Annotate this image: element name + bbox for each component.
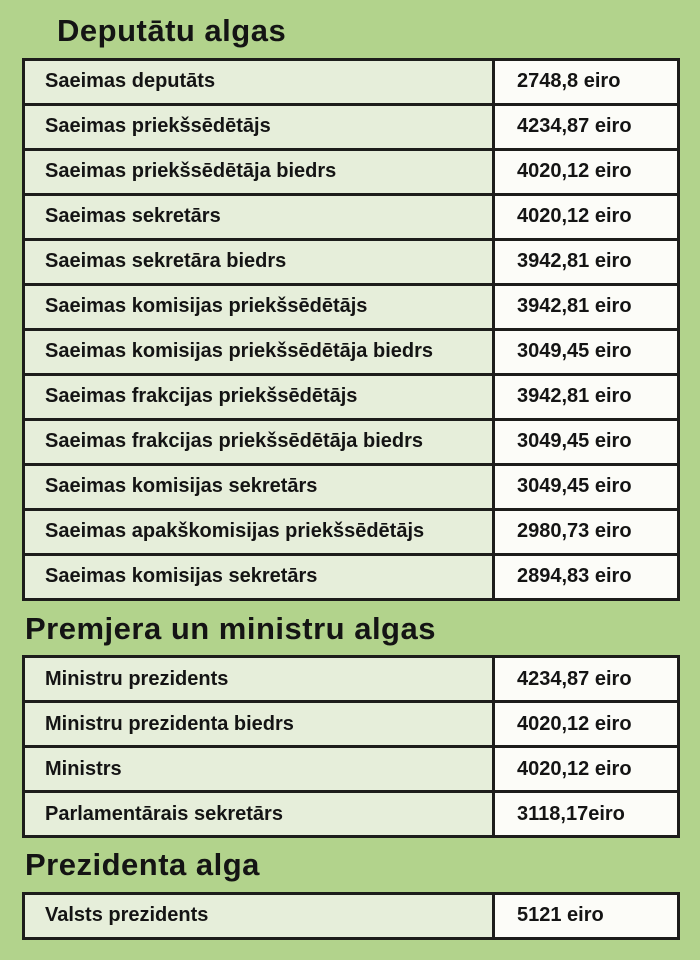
row-value: 4020,12 eiro xyxy=(492,196,677,238)
row-value: 4020,12 eiro xyxy=(492,151,677,193)
row-label: Ministru prezidenta biedrs xyxy=(25,703,492,745)
row-label: Ministrs xyxy=(25,748,492,790)
salary-table-deputati xyxy=(22,58,680,601)
section-deputatu-algas xyxy=(0,13,700,601)
row-value: 3049,45 eiro xyxy=(492,331,677,373)
row-value: 4234,87 eiro xyxy=(492,106,677,148)
section-title-premjera-ministru-algas: Premjera un ministru algas xyxy=(25,610,436,646)
row-label: Saeimas sekretārs xyxy=(25,196,492,238)
row-value: 5121 eiro xyxy=(492,895,677,937)
table-row xyxy=(25,283,677,328)
row-value: 3049,45 eiro xyxy=(492,421,677,463)
row-label: Saeimas priekšsēdētāja biedrs xyxy=(25,151,492,193)
section-premjera-ministru-algas xyxy=(0,611,700,839)
row-label: Saeimas komisijas sekretārs xyxy=(25,466,492,508)
salary-table-ministri xyxy=(22,655,680,838)
table-row xyxy=(25,658,677,700)
table-row xyxy=(25,553,677,598)
row-label: Saeimas komisijas sekretārs xyxy=(25,556,492,598)
row-value: 2894,83 eiro xyxy=(492,556,677,598)
row-value: 3942,81 eiro xyxy=(492,241,677,283)
row-label: Saeimas frakcijas priekšsēdētāja biedrs xyxy=(25,421,492,463)
table-row xyxy=(25,508,677,553)
table-row xyxy=(25,148,677,193)
table-row xyxy=(25,103,677,148)
row-label: Saeimas komisijas priekšsēdētāja biedrs xyxy=(25,331,492,373)
row-value: 3942,81 eiro xyxy=(492,286,677,328)
row-value: 4020,12 eiro xyxy=(492,748,677,790)
row-label: Saeimas priekšsēdētājs xyxy=(25,106,492,148)
row-label: Valsts prezidents xyxy=(25,895,492,937)
salary-table-prezidents xyxy=(22,892,680,940)
row-value: 2980,73 eiro xyxy=(492,511,677,553)
table-row xyxy=(25,418,677,463)
row-label: Saeimas sekretāra biedrs xyxy=(25,241,492,283)
row-label: Saeimas komisijas priekšsēdētājs xyxy=(25,286,492,328)
section-prezidenta-alga xyxy=(0,847,700,940)
row-label: Saeimas apakškomisijas priekšsēdētājs xyxy=(25,511,492,553)
row-value: 3118,17eiro xyxy=(492,793,677,835)
table-row xyxy=(25,328,677,373)
row-label: Parlamentārais sekretārs xyxy=(25,793,492,835)
table-row xyxy=(25,61,677,103)
table-row xyxy=(25,373,677,418)
table-row xyxy=(25,193,677,238)
row-value: 3942,81 eiro xyxy=(492,376,677,418)
row-label: Saeimas deputāts xyxy=(25,61,492,103)
table-row xyxy=(25,238,677,283)
table-row xyxy=(25,700,677,745)
row-label: Ministru prezidents xyxy=(25,658,492,700)
section-title-prezidenta-alga: Prezidenta alga xyxy=(25,847,260,883)
table-row xyxy=(25,745,677,790)
section-title-deputatu-algas: Deputātu algas xyxy=(57,13,287,48)
table-row xyxy=(25,790,677,835)
row-label: Saeimas frakcijas priekšsēdētājs xyxy=(25,376,492,418)
table-row xyxy=(25,463,677,508)
row-value: 4234,87 eiro xyxy=(492,658,677,700)
row-value: 2748,8 eiro xyxy=(492,61,677,103)
table-row xyxy=(25,895,677,937)
row-value: 3049,45 eiro xyxy=(492,466,677,508)
row-value: 4020,12 eiro xyxy=(492,703,677,745)
